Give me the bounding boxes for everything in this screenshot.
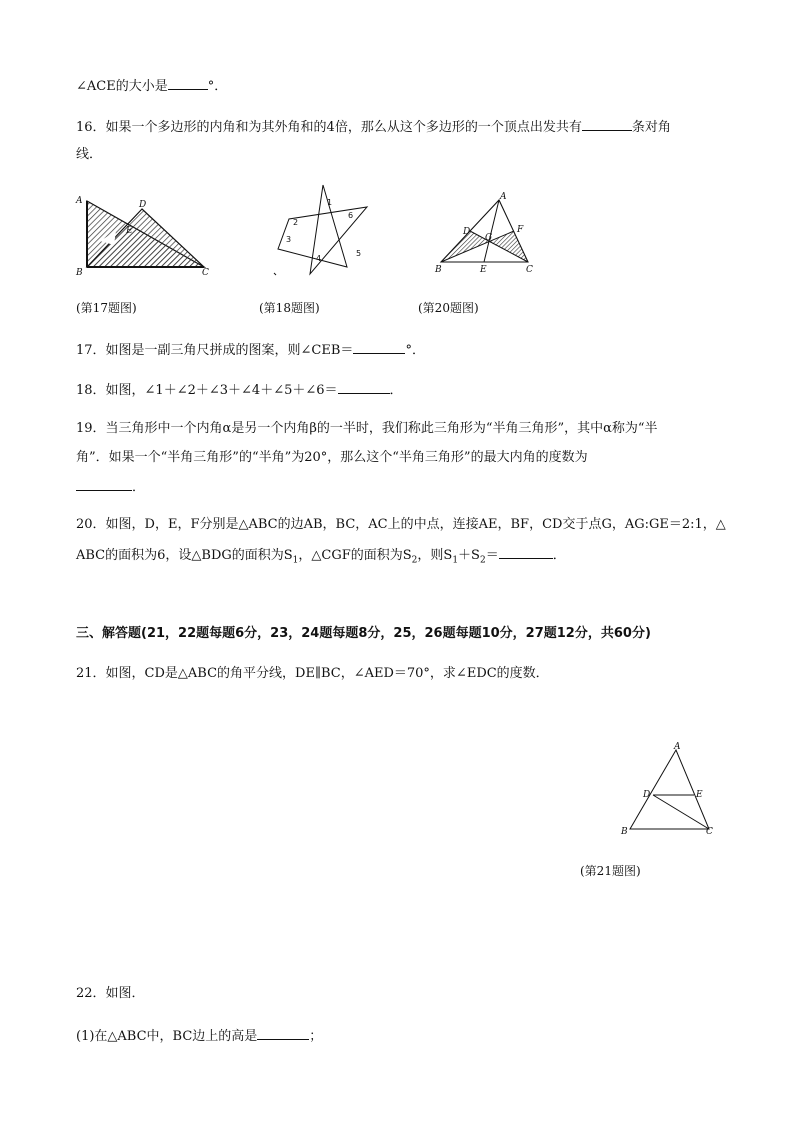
q19-answer-blank[interactable]	[76, 477, 132, 491]
q16-answer-blank[interactable]	[582, 117, 632, 131]
fig18-star-path	[278, 185, 367, 274]
q15-suffix: °．	[207, 79, 228, 94]
q22-sub1-text: (1)在△ABC中，BC边上的高是	[76, 1029, 258, 1044]
fig17-caption: (第17题图)	[76, 301, 137, 315]
q17-suffix: °．	[405, 343, 425, 358]
q20-sub-4: 2	[479, 555, 486, 566]
fig21-label-a: A	[674, 742, 681, 752]
q20-text-c: ，则S	[417, 548, 453, 563]
q19-suffix: ．	[132, 480, 146, 495]
q19-line2: 角”．如果一个“半角三角形”的“半角”为20°，那么这个“半角三角形”的最大内角的度数为	[76, 450, 588, 465]
q20-sub-2: 2	[411, 555, 418, 566]
fig17-label-a: A	[76, 196, 83, 206]
q15-tail	[76, 76, 227, 96]
q18-answer-blank[interactable]	[338, 380, 390, 394]
q16-text: 16．如果一个多边形的内角和为其外角和的4倍，那么从这个多边形的一个顶点出发共有	[76, 120, 582, 135]
q15-text: ∠ACE的大小是	[76, 79, 168, 94]
fig17-label-e: E	[126, 226, 133, 236]
q20-answer-blank[interactable]	[499, 545, 553, 559]
q20-text-e: ＝	[485, 548, 499, 563]
q22-sub1	[76, 1026, 322, 1046]
fig20-label-c: C	[526, 265, 533, 275]
q20-line2	[76, 545, 566, 570]
fig18-angle-1: 1	[327, 198, 333, 207]
fig21-label-d: D	[643, 790, 651, 800]
q18	[76, 380, 403, 400]
q16-line1	[76, 117, 671, 137]
fig20-caption: (第20题图)	[418, 301, 479, 315]
figure-17	[76, 193, 216, 278]
fig18-angle-6: 6	[348, 211, 354, 220]
q16-suffix: 条对角	[631, 120, 671, 135]
figure-18	[274, 180, 374, 280]
fig20-label-b: B	[435, 265, 442, 275]
fig21-label-e: E	[696, 790, 703, 800]
q22-answer-blank[interactable]	[257, 1026, 309, 1040]
fig21-caption: (第21题图)	[580, 864, 641, 878]
q22: 22．如图．	[76, 986, 145, 1001]
q22-sub1-suffix: ；	[309, 1029, 323, 1044]
fig18-angle-2: 2	[293, 218, 299, 227]
fig20-label-g: G	[485, 233, 493, 243]
fig18-caption: (第18题图)	[259, 301, 320, 315]
fig18-angle-3: 3	[286, 235, 292, 244]
fig20-label-e: E	[480, 265, 487, 275]
q21: 21．如图，CD是△ABC的角平分线，DE∥BC，∠AED＝70°，求∠EDC的度数．	[76, 666, 549, 681]
fig21-line-dc	[653, 795, 709, 829]
q15-answer-blank[interactable]	[168, 76, 208, 90]
figure-21	[618, 740, 728, 840]
fig17-label-c: C	[202, 268, 209, 278]
q20-line1: 20．如图，D，E，F分别是△ABC的边AB，BC，AC上的中点，连接AE，BF，CD交于点G，AG:GE＝2:1，△	[76, 517, 726, 532]
fig21-label-b: B	[621, 827, 628, 837]
fig20-label-a: A	[500, 192, 507, 202]
q17-text: 17．如图是一副三角尺拼成的图案，则∠CEB＝	[76, 343, 354, 358]
fig18-angle-5: 5	[356, 249, 362, 258]
q19-line3	[76, 477, 145, 497]
fig20-shaded-cgf	[489, 231, 528, 262]
fig17-label-d: D	[139, 200, 147, 210]
q16-line2: 线．	[76, 147, 103, 162]
q17	[76, 340, 425, 360]
q20-text-d: ＋S	[458, 548, 480, 563]
q20-sub-3: 1	[452, 555, 459, 566]
fig20-label-f: F	[517, 225, 524, 235]
fig18-angle-4: 4	[316, 254, 322, 263]
fig17-label-b: B	[76, 268, 83, 278]
q18-text: 18．如图，∠1＋∠2＋∠3＋∠4＋∠5＋∠6＝	[76, 383, 338, 398]
fig21-label-c: C	[706, 827, 713, 837]
section3-title: 三、解答题(21，22题每题6分，23，24题每题8分，25，26题每题10分，27题12分，共60分)	[76, 626, 651, 641]
figure-20	[434, 192, 544, 277]
q17-answer-blank[interactable]	[353, 340, 405, 354]
q20-text-b: ，△CGF的面积为S	[298, 548, 412, 563]
q20-sub-1: 1	[292, 555, 299, 566]
q18-suffix: ．	[389, 383, 403, 398]
q20-text-a: ABC的面积为6，设△BDG的面积为S	[76, 548, 293, 563]
q20-suffix: ．	[552, 548, 566, 563]
q19-line1: 19．当三角形中一个内角α是另一个内角β的一半时，我们称此三角形为“半角三角形”，其中α称为“半	[76, 421, 658, 436]
fig20-label-d: D	[463, 227, 471, 237]
